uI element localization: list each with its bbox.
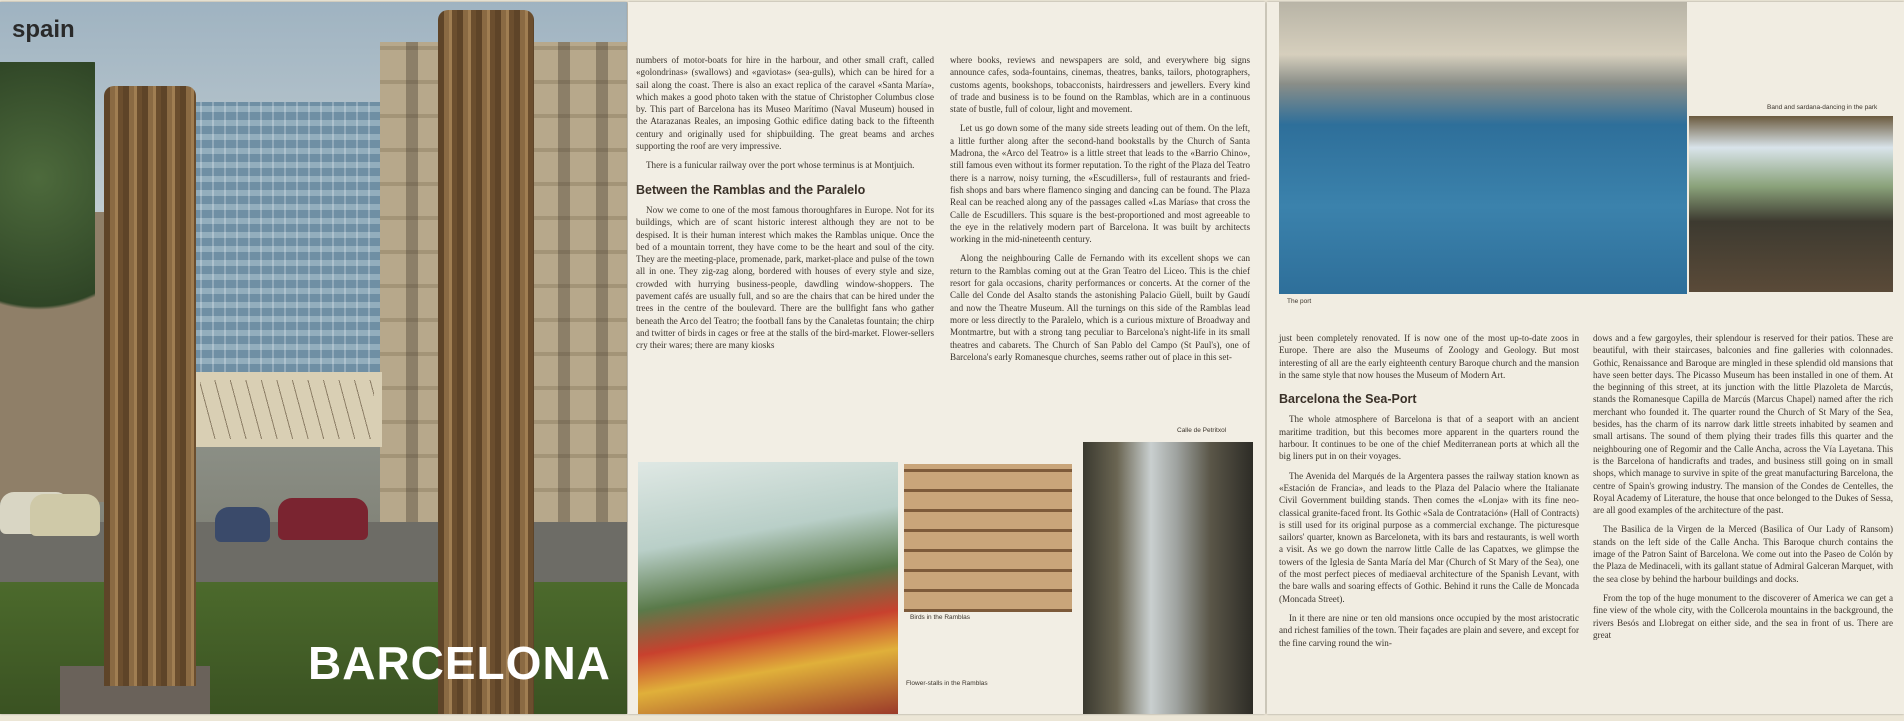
- paragraph: Now we come to one of the most famous thoroughfares in Europe. Not for its buildings, which are of scant historic interest although they are not to be despised. It is their human interest which makes the Ramblas unique. Once the bed of a mountain torrent, they have come to be the heart and soul of the city. They are the meeting-place, promenade, park, market-place and pulse of the town all in one. They zig-zag along, bordered with houses of every style and size, crowded with hurrying business-people, dawdling window-shoppers. The pavement cafés are usually full, and so are the chairs that can be hired under the trees in the centre of the boulevard. There are the bullfight fans who gather beneath the Arco del Teatro; the football fans by the Canaletas fountain; the chirp and twitter of birds in cages or free at the stalls of the bird-market. Flower-sellers cry their wares; there are many kiosks: [636, 204, 934, 351]
- paragraph: numbers of motor-boats for hire in the harbour, and other small craft, called «golondrinas» (swallows) and «gaviotas» (sea-gulls), which can be hired for a sail along the coast. There is also an exact replica of the caravel «Santa María», which makes a good photo taken with the statue of Christopher Columbus close by. This part of Barcelona has its Museo Marítimo (Naval Museum) housed in the Atarazanas Reales, an imposing Gothic edifice dating back to the fifteenth century and originally used for shipbuilding. The great beams and arches supporting the roof are very impressive.: [636, 55, 934, 152]
- paragraph: In it there are nine or ten old mansions once occupied by the most aristocratic and richest families of the town. Their façades are plain and severe, and except for the fine carving round the win-: [1279, 612, 1579, 648]
- ramblas-page: [628, 2, 1265, 714]
- text-column-1: [636, 54, 934, 359]
- cover-country-label: spain: [12, 16, 75, 43]
- text-column-2: [950, 54, 1250, 370]
- scooter: [215, 507, 270, 542]
- car-cream: [30, 494, 100, 536]
- photo-birds: [904, 464, 1072, 612]
- photo-port: [1279, 2, 1687, 294]
- text-column-1: [1279, 332, 1579, 656]
- paragraph: dows and a few gargoyles, their splendour is reserved for their patios. These are beautiful, with their staircases, balconies and fine galleries with colonnades. Gothic, Renaissance and Baroque are mingled in these splendid old mansions that have seen better days. The Picasso Museum has been installed in one of them. At the beginning of this street, at its junction with the little Plazoleta de Marcús, stands the Romanesque Capilla de Marcús (Marcus Chapel) named after the rich merchant who founded it. The quarter round the Church of St Mary of the Sea, besides, has the charm of its narrow dark little streets inhabited by seamen and small artisans. The sound of them plying their trades fills this quarter and the neighbouring one of Regomir and the Calle Ancha, across the Vía Layetana. This is the Barcelona of handicrafts and trades, and business still going on in small shops, which manage to survive in spite of the great manufacturing Barcelona, the centre of Spain's growing industry. The mansion of the Condes de Centelles, the Royal Academy of Literature, the house that once belonged to the Dukes of Sessa, are all good examples of the architecture of the past.: [1593, 333, 1893, 516]
- paragraph: where books, reviews and newspapers are sold, and everywhere big signs announce cafes, soda-fountains, cinemas, theatres, banks, tailors, photographers, customs agents, bookshops, tobacconists, hairdressers and jewellers. Every kind of trade and business is to be found on the Ramblas, which are in a continuous state of bustle, full of colour, light and movement.: [950, 55, 1250, 115]
- roman-column-left: [104, 86, 196, 686]
- caption-port: The port: [1287, 298, 1312, 305]
- roman-column-right: [438, 10, 534, 714]
- caption-flower-stalls: Flower-stalls in the Ramblas: [906, 680, 988, 687]
- paragraph: From the top of the huge monument to the discoverer of America we can get a fine view of the whole city, with the Collcerola mountains in the background, the rivers Besós and Llobregat on either side, and the sea in front of us. There are great: [1593, 592, 1893, 640]
- seaport-page: [1267, 2, 1904, 714]
- caption-birds: Birds in the Ramblas: [910, 614, 970, 621]
- photo-band-sardana: [1689, 116, 1893, 292]
- caption-band: Band and sardana-dancing in the park: [1767, 104, 1878, 111]
- paragraph: just been completely renovated. If is now one of the most up-to-date zoos in Europe. There are also the Museums of Zoology and Geology. But most interesting of all are the early eighteenth century Baroque church and the mansion in the same style that now houses the Museum of Modern Art.: [1279, 333, 1579, 380]
- tree: [0, 62, 95, 352]
- section-heading: Between the Ramblas and the Paralelo: [636, 182, 866, 197]
- paragraph: The Avenida del Marqués de la Argentera passes the railway station known as «Estación de Francia», and leads to the Plaza del Palacio where the Italianate Civil Government building stands. Then comes the «Lonja» with its fine neo-classical granite-faced front. Its Gothic «Sala de Contratación» (Hall of Contracts) is still used for its original purpose as a commercial exchange. The picturesque sailors' quarter, known as Barceloneta, with its bars and restaurants, is well worth a visit. As we go down the narrow little Calle de las Capatxes, we glimpse the towers of the Iglesia de Santa María del Mar (Church of St Mary of the Sea), one of the most perfect pieces of mediaeval architecture of the Spanish Levant, with the bare walls and soaring effects of Gothic. Behind it runs the Calle de Moncada (Moncada Street).: [1279, 470, 1579, 604]
- photo-flower-stalls: [638, 462, 898, 714]
- caption-petritxol: Calle de Petritxol: [1177, 427, 1227, 434]
- paragraph: Along the neighbouring Calle de Fernando with its excellent shops we can return to the Ramblas coming out at the Gran Teatro del Liceo. This is the chief resort for gala occasions, charity performances or concerts. At the corner of the Calle del Conde del Asalto stands the astonishing Palacio Güell, built by Gaudí and now the Theatre Museum. All the turnings on this side of the Ramblas lead more or less directly to the Paralelo, which is a curious mixture of Broadway and Montmartre, but with a strong tang peculiar to Barcelona's night-life in its small theatres and cabarets. The Church of San Pablo del Campo (St Paul's), one of Barcelona's early Romanesque churches, seems rather out of place in this set-: [950, 253, 1250, 362]
- glass-office-building: [190, 102, 390, 372]
- photo-calle-petritxol: [1083, 442, 1253, 714]
- paragraph: There is a funicular railway over the port whose terminus is at Montjuich.: [646, 160, 915, 171]
- paragraph: The whole atmosphere of Barcelona is that of a seaport with an ancient maritime tradition, but this becomes more apparent in the quarters round the harbour. It continues to be one of the chief Mediterranean ports at which all the big liners put in on their voyages.: [1279, 414, 1579, 462]
- mural: [192, 372, 382, 447]
- paragraph: Let us go down some of the many side streets leading out of them. On the left, a little further along after the second-hand bookstalls by the Church of Santa Madrona, the «Arco del Teatro» is a little street that leads to the «Barrio Chino», still famous even without its former reputation. To the right of the Plaza del Teatro there is a narrow, noisy turning, the «Escudillers», full of restaurants and fried-fish shops and bars where flamenco singing and dancing can be found. The Plaza Real can be reached along any of the passages called «Las Marías» that cross the Calle de Escudillers. This square is the best-proportioned and most agreeable to the eye in the relatively modern part of Barcelona. It was built by architects working in the mid-nineteenth century.: [950, 123, 1250, 245]
- text-column-2: [1593, 332, 1893, 648]
- section-heading: Barcelona the Sea-Port: [1279, 392, 1417, 407]
- car-red: [278, 498, 368, 540]
- paragraph: The Basilica de la Virgen de la Merced (Basilica of Our Lady of Ransom) stands on the left side of the Calle Ancha. This Baroque church contains the image of the Patron Saint of Barcelona. We come out into the Paseo de Colón by the Plaza de Medinaceli, with its gallant statue of Admiral Galceran Marquet, with the sea close by behind the harbour buildings and docks.: [1593, 524, 1894, 584]
- cover-page: [0, 2, 627, 714]
- cover-title: BARCELONA: [308, 637, 611, 689]
